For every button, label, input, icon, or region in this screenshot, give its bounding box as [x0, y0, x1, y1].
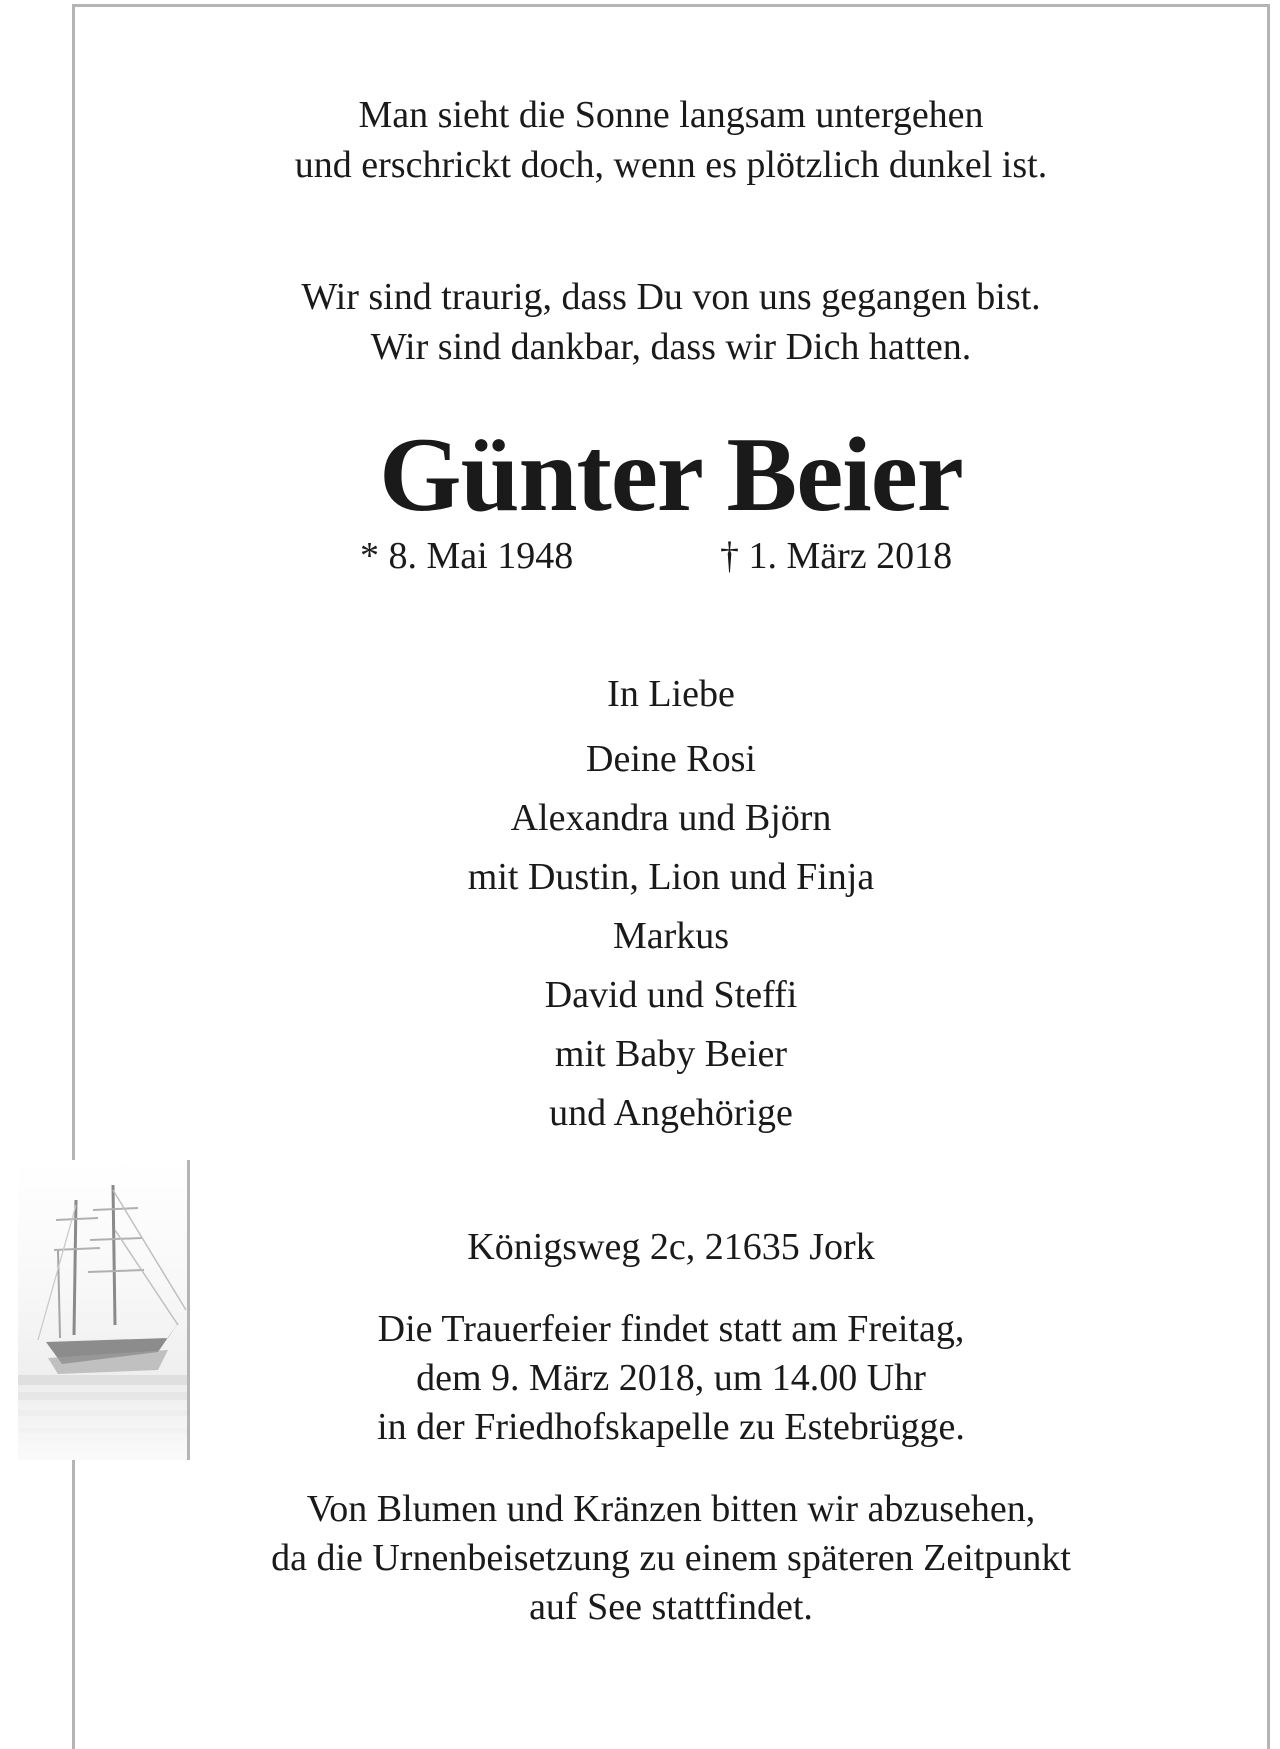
ceremony-line-3: in der Friedhofskapelle zu Estebrügge.	[377, 1406, 965, 1448]
mourner-name: mit Dustin, Lion und Finja	[467, 856, 875, 898]
mourner-name: Deine Rosi	[586, 738, 756, 780]
ceremony-line-2: dem 9. März 2018, um 14.00 Uhr	[416, 1357, 926, 1399]
quote-line-1: Man sieht die Sonne langsam untergehen	[358, 94, 984, 136]
note-line-3: auf See stattfindet.	[529, 1586, 813, 1628]
quote-line-2: und erschrickt doch, wenn es plötzlich dunkel ist.	[294, 144, 1048, 186]
home-address: Königsweg 2c, 21635 Jork	[467, 1226, 875, 1268]
mourner-name: Alexandra und Björn	[510, 797, 832, 839]
mourner-name: und Angehörige	[549, 1092, 793, 1134]
ceremony-line-1: Die Trauerfeier findet statt am Freitag,	[377, 1308, 965, 1350]
sentiment-line-1: Wir sind traurig, dass Du von uns gegangen bist.	[301, 276, 1041, 318]
note-line-1: Von Blumen und Kränzen bitten wir abzusehen,	[306, 1488, 1036, 1530]
mourner-name: David und Steffi	[544, 974, 798, 1016]
note-line-2: da die Urnenbeisetzung zu einem späteren Zeitpunkt	[271, 1537, 1071, 1579]
birth-date: * 8. Mai 1948	[360, 535, 574, 577]
mourners-intro: In Liebe	[607, 673, 735, 715]
mourner-name: Markus	[612, 915, 730, 957]
sentiment-line-2: Wir sind dankbar, dass wir Dich hatten.	[370, 326, 972, 368]
deceased-name: Günter Beier	[379, 416, 963, 533]
death-date: † 1. März 2018	[720, 535, 953, 577]
mourner-name: mit Baby Beier	[554, 1033, 788, 1075]
